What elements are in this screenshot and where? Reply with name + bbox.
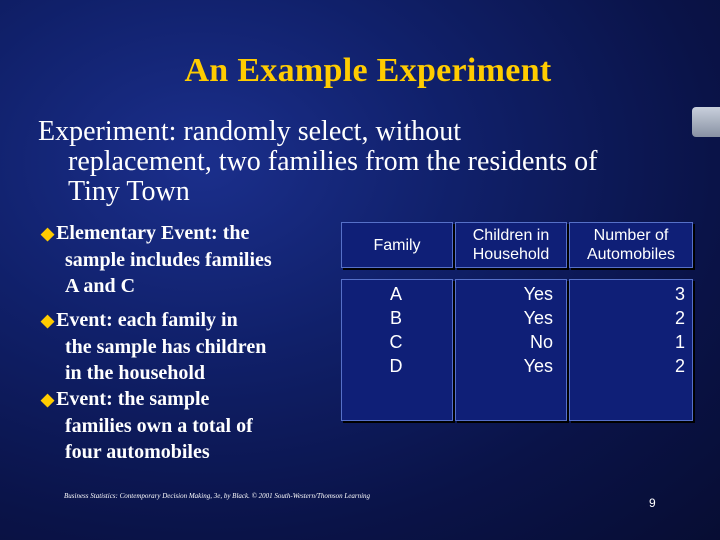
bullet-text: A and C <box>65 275 136 297</box>
page-number: 9 <box>649 496 656 510</box>
diamond-bullet-icon: ◆ <box>41 390 55 409</box>
bullet-text: Event: each family in <box>56 309 238 331</box>
experiment-description <box>38 117 698 207</box>
family-cell: A <box>389 284 402 304</box>
children-column <box>455 282 553 378</box>
family-cell: B <box>389 308 402 328</box>
bullet-text: Elementary Event: the <box>56 222 250 244</box>
automobiles-cell: 1 <box>674 332 685 352</box>
bullet-text: the sample has children <box>65 336 267 358</box>
automobiles-cell: 3 <box>674 284 685 304</box>
description-line-2: replacement, two families from the residents of <box>68 146 598 177</box>
bullet-item <box>41 307 331 386</box>
children-cell: No <box>529 332 553 352</box>
footer-citation: Business Statistics: Contemporary Decision Making, 3e, by Black. © 2001 South-Western/Thomson Learning <box>64 492 371 500</box>
bullet-list <box>41 220 331 465</box>
bullet-text: in the household <box>65 362 206 384</box>
family-cell: C <box>389 332 403 352</box>
bullet-text: sample includes families <box>65 249 272 271</box>
slide-title: An Example Experiment <box>184 52 552 89</box>
diamond-bullet-icon: ◆ <box>41 311 55 330</box>
children-cell: Yes <box>523 284 553 304</box>
bullet-item <box>41 386 331 465</box>
bullet-text: families own a total of <box>65 415 253 437</box>
automobiles-cell: 2 <box>674 356 685 376</box>
header-children: Children in Household <box>455 222 567 268</box>
header-automobiles: Number of Automobiles <box>569 222 693 268</box>
automobiles-cell: 2 <box>674 308 685 328</box>
bullet-text: Event: the sample <box>56 388 210 410</box>
family-cell: D <box>389 356 403 376</box>
bullet-item <box>41 220 331 299</box>
children-cell: Yes <box>523 356 553 376</box>
description-line-3: Tiny Town <box>68 176 190 207</box>
bullet-text: four automobiles <box>65 441 210 463</box>
header-family: Family <box>341 222 453 268</box>
diamond-bullet-icon: ◆ <box>41 224 55 243</box>
description-line-1: Experiment: randomly select, without <box>38 116 462 147</box>
automobiles-column <box>569 282 685 378</box>
family-column <box>341 282 451 378</box>
children-cell: Yes <box>523 308 553 328</box>
